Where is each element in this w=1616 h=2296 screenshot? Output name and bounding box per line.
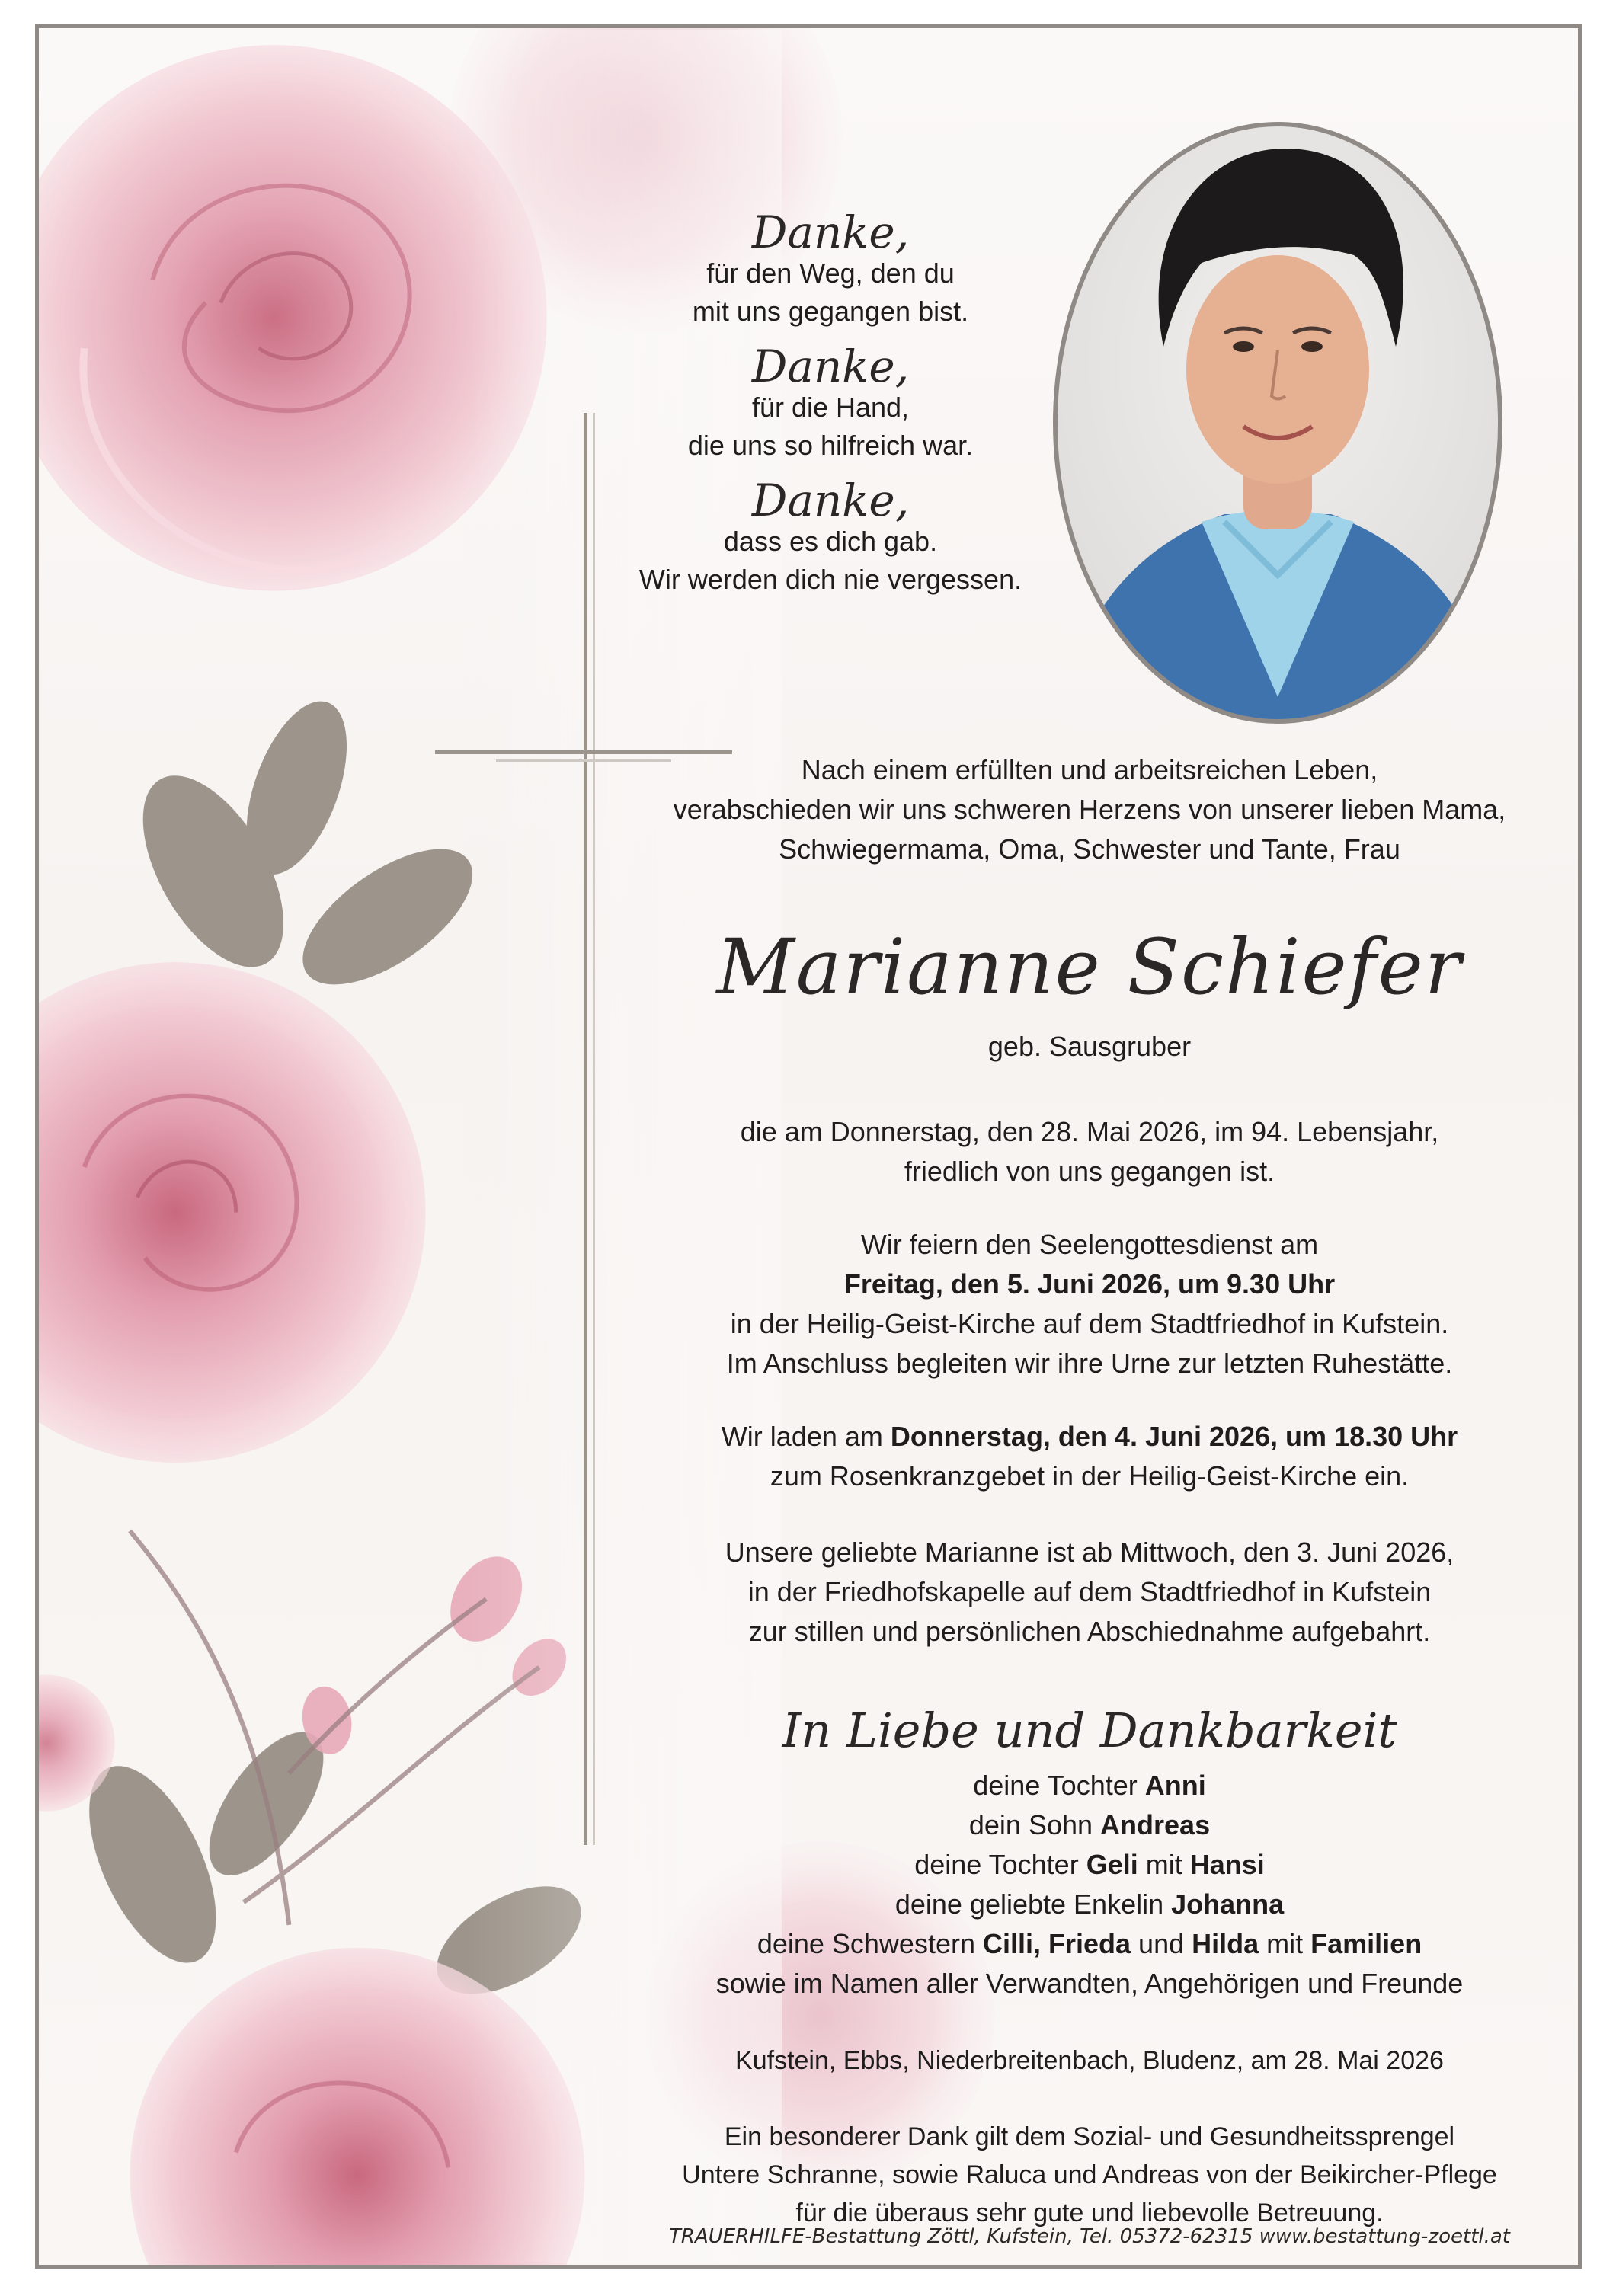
thanks-line: für die überaus sehr gute und liebevolle Betreuung. xyxy=(795,2198,1384,2227)
service-line: in der Heilig-Geist-Kirche auf dem Stadtfriedhof in Kufstein. xyxy=(730,1308,1449,1339)
mourner-line xyxy=(579,1885,1600,1924)
thank-you-poem xyxy=(533,206,1128,612)
love-heading: In Liebe und Dankbarkeit xyxy=(782,1703,1397,1758)
poem-danke: Danke, xyxy=(751,206,910,258)
mourner-name: Cilli, Frieda xyxy=(983,1928,1131,1959)
poem-line: mit uns gegangen bist. xyxy=(692,296,969,327)
mourner-text: und xyxy=(1131,1928,1192,1959)
intro-line: Nach einem erfüllten und arbeitsreichen Leben, xyxy=(801,754,1378,785)
rosary-prefix: Wir laden am xyxy=(721,1421,891,1452)
viewing-line: Unsere geliebte Marianne ist ab Mittwoch, den 3. Juni 2026, xyxy=(725,1537,1454,1568)
rosary-date: Donnerstag, den 4. Juni 2026, um 18.30 Uhr xyxy=(890,1421,1458,1452)
poem-stanza xyxy=(533,206,1128,331)
funeral-home-footer: TRAUERHILFE-Bestattung Zöttl, Kufstein, Tel. 05372-62315 www.bestattung-zoettl.at xyxy=(669,2225,1510,2248)
deceased-name: Marianne Schiefer xyxy=(716,923,1463,1012)
intro-text xyxy=(579,750,1600,869)
mourner-line xyxy=(579,1924,1600,1964)
mourner-text: mit xyxy=(1138,1849,1190,1880)
mourner-name: Geli xyxy=(1086,1849,1138,1880)
service-line: Wir feiern den Seelengottesdienst am xyxy=(860,1229,1319,1260)
rosary-line: zum Rosenkranzgebet in der Heilig-Geist-Kirche ein. xyxy=(770,1460,1410,1492)
poem-line: für den Weg, den du xyxy=(706,257,955,289)
mourner-name: Johanna xyxy=(1171,1888,1285,1920)
poem-stanza xyxy=(533,475,1128,599)
mourner-line: sowie im Namen aller Verwandten, Angehörigen und Freunde xyxy=(715,1968,1464,1999)
intro-line: verabschieden wir uns schweren Herzens von unserer lieben Mama, xyxy=(673,794,1506,825)
mourner-name: Familien xyxy=(1310,1928,1422,1959)
death-notice xyxy=(579,1112,1600,1191)
death-line: die am Donnerstag, den 28. Mai 2026, im 94. Lebensjahr, xyxy=(740,1116,1439,1147)
mourner-line xyxy=(579,1845,1600,1885)
viewing-line: zur stillen und persönlichen Abschiednahme aufgebahrt. xyxy=(748,1616,1431,1647)
poem-line: für die Hand, xyxy=(751,392,910,423)
mourner-line xyxy=(579,1805,1600,1845)
viewing-notice xyxy=(579,1533,1600,1652)
mourner-text: deine Schwestern xyxy=(757,1928,983,1959)
thanks-line: Untere Schranne, sowie Raluca und Andreas von der Beikircher-Pflege xyxy=(682,2160,1497,2189)
poem-line: die uns so hilfreich war. xyxy=(687,430,974,461)
mourner-text: deine Tochter xyxy=(914,1849,1086,1880)
viewing-line: in der Friedhofskapelle auf dem Stadtfriedhof in Kufstein xyxy=(747,1576,1432,1607)
mourner-name: Andreas xyxy=(1100,1809,1211,1840)
poem-danke: Danke, xyxy=(751,341,910,392)
funeral-service xyxy=(579,1225,1600,1383)
mourners-list xyxy=(579,1766,1600,2003)
mourner-name: Anni xyxy=(1144,1770,1206,1801)
poem-line: dass es dich gab. xyxy=(723,526,938,557)
special-thanks xyxy=(579,2118,1600,2232)
mourner-line xyxy=(579,1766,1600,1805)
mourner-text: deine Tochter xyxy=(973,1770,1145,1801)
rosary-prayer xyxy=(579,1417,1600,1496)
intro-line: Schwiegermama, Oma, Schwester und Tante, Frau xyxy=(779,833,1400,865)
poem-stanza xyxy=(533,341,1128,465)
service-date: Freitag, den 5. Juni 2026, um 9.30 Uhr xyxy=(843,1268,1336,1300)
rosary-line xyxy=(579,1417,1600,1457)
mourner-text: mit xyxy=(1259,1928,1311,1959)
mourner-text: dein Sohn xyxy=(968,1809,1101,1840)
mourner-name: Hilda xyxy=(1192,1928,1259,1959)
service-line: Im Anschluss begleiten wir ihre Urne zur letzten Ruhestätte. xyxy=(726,1348,1453,1379)
mourner-name: Hansi xyxy=(1189,1849,1265,1880)
mourner-text: deine geliebte Enkelin xyxy=(894,1888,1172,1920)
death-line: friedlich von uns gegangen ist. xyxy=(904,1156,1275,1187)
thanks-line: Ein besonderer Dank gilt dem Sozial- und Gesundheitssprengel xyxy=(724,2122,1455,2151)
poem-line: Wir werden dich nie vergessen. xyxy=(638,564,1022,595)
poem-danke: Danke, xyxy=(751,475,910,526)
place-date: Kufstein, Ebbs, Niederbreitenbach, Bludenz, am 28. Mai 2026 xyxy=(735,2046,1444,2075)
birth-name: geb. Sausgruber xyxy=(987,1031,1192,1062)
